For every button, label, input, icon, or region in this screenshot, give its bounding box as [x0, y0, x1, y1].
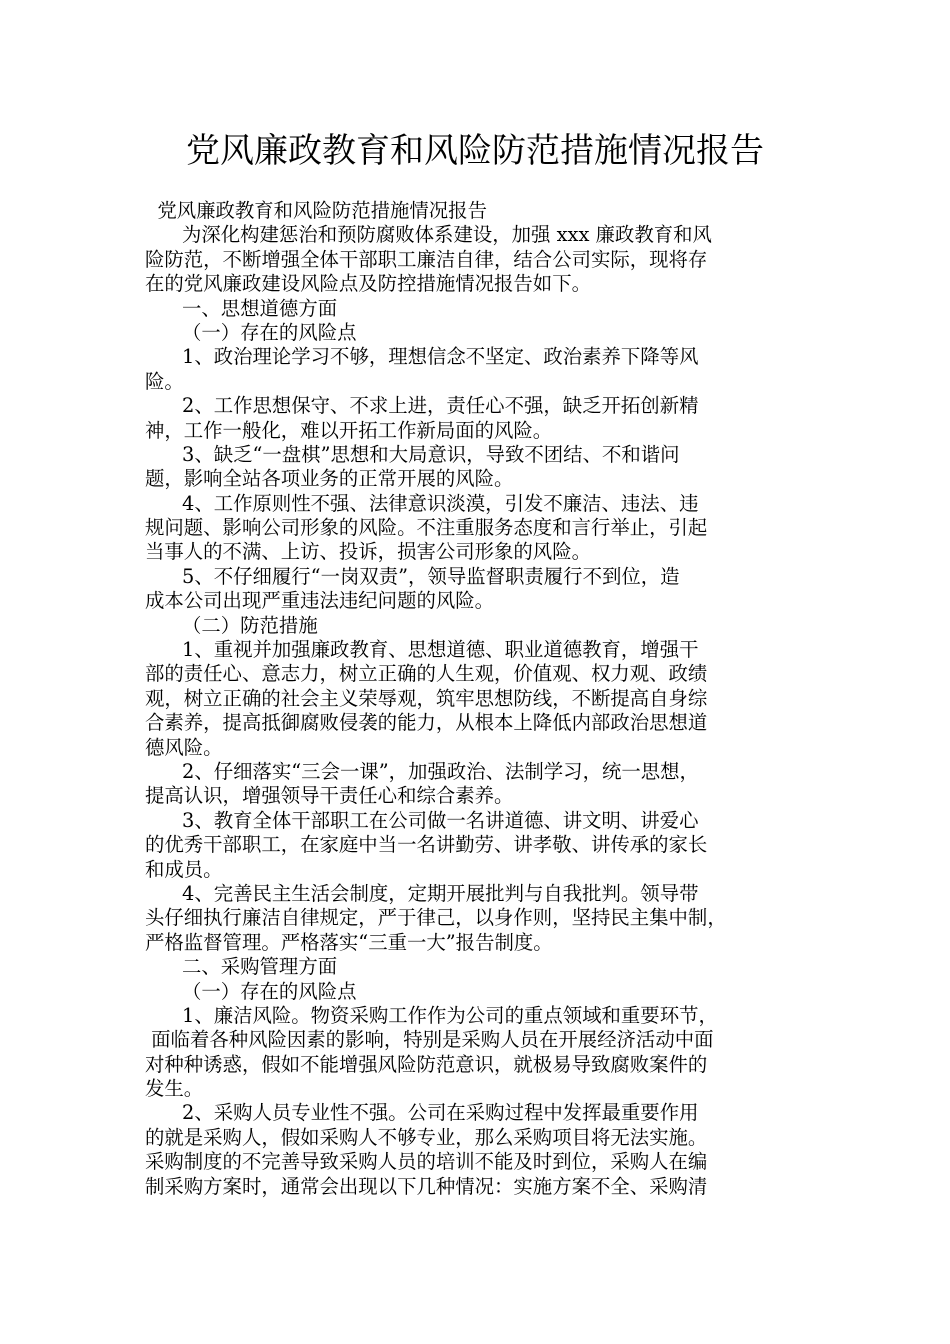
text-line: 5、不仔细履行“一岗双责”，领导监督职责履行不到位，造 — [145, 564, 680, 588]
text-line: 1、政治理论学习不够，理想信念不坚定、政治素养下降等风 — [145, 345, 699, 369]
text-line: 的就是采购人，假如采购人不够专业，那么采购项目将无法实施。 — [145, 1125, 708, 1149]
text-line: 制采购方案时，通常会出现以下几种情况：实施方案不全、采购清 — [145, 1174, 708, 1198]
text-line: 2、采购人员专业性不强。公司在采购过程中发挥最重要作用 — [145, 1101, 699, 1125]
text-line: 对种种诱惑，假如不能增强风险防范意识，就极易导致腐败案件的 — [145, 1052, 708, 1076]
text-line: 2、仔细落实“三会一课”，加强政治、法制学习，统一思想， — [145, 759, 699, 783]
text-line: 二、采购管理方面 — [145, 955, 338, 979]
text-line: 成本公司出现严重违法违纪问题的风险。 — [145, 589, 495, 613]
text-line: 部的责任心、意志力，树立正确的人生观，价值观、权力观、政绩 — [145, 662, 708, 686]
text-line: 4、工作原则性不强、法律意识淡漠，引发不廉洁、违法、违 — [145, 491, 699, 515]
text-line: 当事人的不满、上访、投诉，损害公司形象的风险。 — [145, 540, 591, 564]
text-line: 严格监督管理。严格落实“三重一大”报告制度。 — [145, 930, 553, 954]
text-line: （二）防范措施 — [145, 613, 318, 637]
text-line: 3、缺乏“一盘棋”思想和大局意识，导致不团结、不和谐问 — [145, 442, 680, 466]
text-line: 采购制度的不完善导致采购人员的培训不能及时到位，采购人在编 — [145, 1150, 708, 1174]
text-line: 为深化构建惩治和预防腐败体系建设，加强 xxx 廉政教育和风 — [145, 223, 712, 247]
text-line: 1、重视并加强廉政教育、思想道德、职业道德教育，增强干 — [145, 638, 699, 662]
text-line: 在的党风廉政建设风险点及防控措施情况报告如下。 — [145, 272, 591, 296]
text-line: 题，影响全站各项业务的正常开展的风险。 — [145, 467, 514, 491]
text-line: 2、工作思想保守、不求上进，责任心不强，缺乏开拓创新精 — [145, 394, 699, 418]
text-line: 合素养，提高抵御腐败侵袭的能力，从根本上降低内部政治思想道 — [145, 711, 708, 735]
text-line: 规问题、影响公司形象的风险。不注重服务态度和言行举止，引起 — [145, 516, 708, 540]
text-line: 和成员。 — [145, 857, 223, 881]
text-line: 德风险。 — [145, 735, 223, 759]
text-line: 的优秀干部职工，在家庭中当一名讲勤劳、讲孝敬、讲传承的家长 — [145, 833, 708, 857]
text-line: 发生。 — [145, 1077, 204, 1101]
text-line: 观，树立正确的社会主义荣辱观，筑牢思想防线，不断提高自身综 — [145, 686, 708, 710]
text-line: 头仔细执行廉洁自律规定，严于律己，以身作则，坚持民主集中制， — [145, 906, 727, 930]
text-line: 1、廉洁风险。物资采购工作作为公司的重点领域和重要环节， — [145, 1003, 718, 1027]
text-line: 一、思想道德方面 — [145, 296, 338, 320]
text-line: 面临着各种风险因素的影响，特别是采购人员在开展经济活动中面 — [145, 1028, 714, 1052]
text-line: （一）存在的风险点 — [145, 979, 357, 1003]
text-line: （一）存在的风险点 — [145, 320, 357, 344]
text-line: 提高认识，增强领导干责任心和综合素养。 — [145, 784, 514, 808]
text-line: 险。 — [145, 369, 184, 393]
text-line: 3、教育全体干部职工在公司做一名讲道德、讲文明、讲爱心 — [145, 808, 699, 832]
text-line: 险防范，不断增强全体干部职工廉洁自律，结合公司实际，现将存 — [145, 247, 708, 271]
text-line: 4、完善民主生活会制度，定期开展批判与自我批判。领导带 — [145, 881, 699, 905]
text-line: 神，工作一般化，难以开拓工作新局面的风险。 — [145, 418, 553, 442]
text-line: 党风廉政教育和风险防范措施情况报告 — [145, 199, 487, 222]
document-title: 党风廉政教育和风险防范措施情况报告 — [186, 131, 764, 171]
document-body — [145, 199, 805, 1199]
